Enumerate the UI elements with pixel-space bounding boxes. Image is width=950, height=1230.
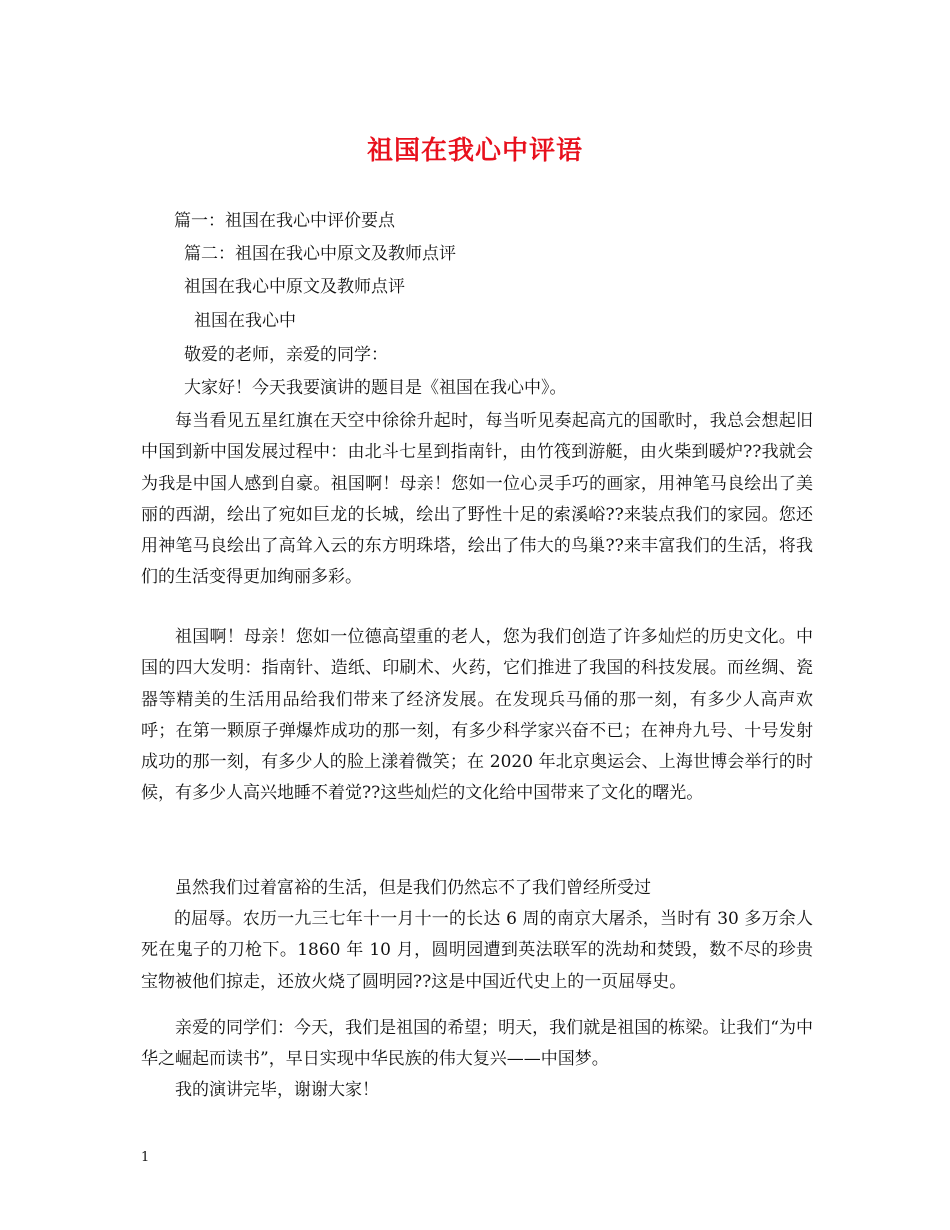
paragraph-1: 每当看见五星红旗在天空中徐徐升起时，每当听见奏起高亢的国歌时，我总会想起旧中国到新中国发展过程中：由北斗七星到指南针，由竹筏到游艇，由火柴到暖炉??我就会为我是中国人感到自豪。祖国啊！母亲！您如一位心灵手巧的画家，用神笔马良绘出了美丽的西湖，绘出了宛如巨龙的长城，绘出了野性十足的索溪峪??来装点我们的家园。您还用神笔马良绘出了高耸入云的东方明珠塔，绘出了伟大的鸟巢??来丰富我们的生活，将我们的生活变得更加绚丽多彩。	[141, 411, 813, 588]
document-title: 祖国在我心中评语	[366, 136, 583, 166]
heading-line-1: 篇一：祖国在我心中评价要点	[174, 211, 395, 231]
paragraph-4: 亲爱的同学们：今天，我们是祖国的希望；明天，我们就是祖国的栋梁。让我们“为中华之崛起而读书”，早日实现中华民族的伟大复兴——中国梦。	[141, 1018, 813, 1070]
heading-line-4: 祖国在我心中	[194, 311, 296, 331]
paragraph-2: 祖国啊！母亲！您如一位德高望重的老人，您为我们创造了许多灿烂的历史文化。中国的四大发明：指南针、造纸、印刷术、火药，它们推进了我国的科技发展。而丝绸、瓷器等精美的生活用品给我们带来了经济发展。在发现兵马俑的那一刻，有多少人高声欢呼；在第一颗原子弹爆炸成功的那一刻，有多少科学家兴奋不已；在神舟九号、十号发射成功的那一刻，有多少人的脸上漾着微笑；在 2020 年北京奥运会、上海世博会举行的时候，有多少人高兴地睡不着觉??这些灿烂的文化给中国带来了文化的曙光。	[141, 627, 813, 804]
paragraph-3-start: 虽然我们过着富裕的生活，但是我们仍然忘不了我们曾经所受过	[175, 878, 651, 898]
paragraph-3-rest: 的屈辱。农历一九三七年十一月十一的长达 6 周的南京大屠杀，当时有 30 多万余人死在鬼子的刀枪下。1860 年 10 月，圆明园遭到英法联军的洗劫和焚毁，数不尽的珍贵宝物被他们掠走，还放火烧了圆明园??这是中国近代史上的一页屈辱史。	[141, 909, 813, 992]
greeting-line: 敬爱的老师，亲爱的同学：	[184, 345, 388, 365]
heading-line-2: 篇二：祖国在我心中原文及教师点评	[184, 244, 456, 264]
intro-line: 大家好！今天我要演讲的题目是《祖国在我心中》。	[184, 378, 567, 398]
paragraph-5: 我的演讲完毕，谢谢大家！	[175, 1080, 379, 1100]
page-number: 1	[141, 1150, 150, 1165]
heading-line-3: 祖国在我心中原文及教师点评	[184, 277, 405, 297]
